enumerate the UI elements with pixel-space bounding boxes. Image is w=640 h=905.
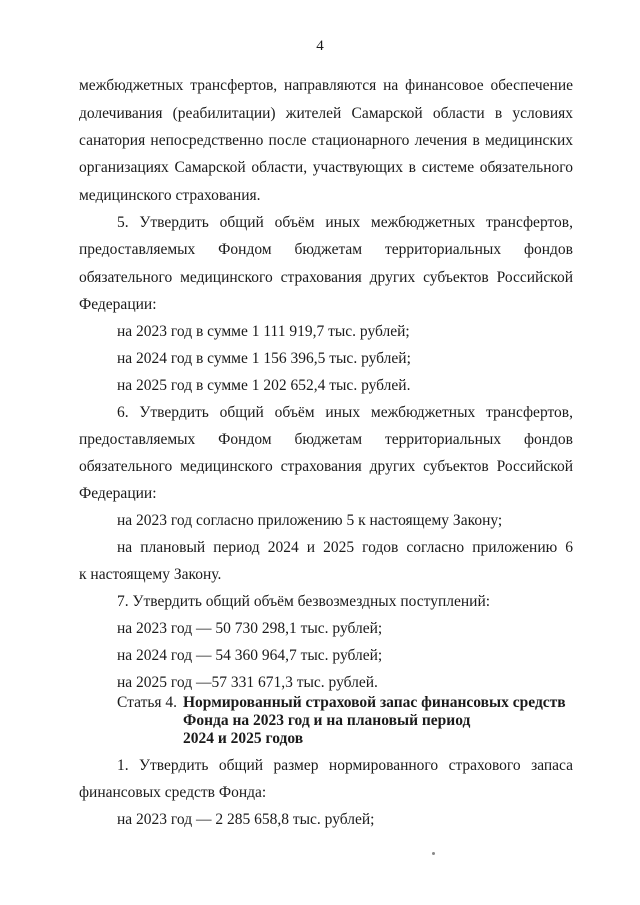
text-line: на 2025 год —57 331 671,3 тыс. рублей.	[117, 674, 378, 691]
article-label: Статья 4.	[117, 694, 178, 711]
text-line: Федерации:	[79, 485, 157, 502]
article-title-line: Фонда на 2023 год и на плановый период	[183, 712, 471, 729]
text-line: долечивания (реабилитации) жителей Самарской области в условиях	[79, 105, 573, 122]
text-line: 1. Утвердить общий размер нормированного страхового запаса	[117, 757, 573, 774]
text-line: на 2023 год — 50 730 298,1 тыс. рублей;	[117, 620, 383, 637]
text-line: на 2023 год в сумме 1 111 919,7 тыс. рублей;	[117, 323, 410, 340]
text-line: предоставляемых Фондом бюджетам территориальных фондов	[79, 431, 573, 448]
page-number: 4	[316, 38, 324, 54]
text-line: обязательного медицинского страхования других субъектов Российской	[79, 458, 573, 475]
text-line: 5. Утвердить общий объём иных межбюджетных трансфертов,	[117, 214, 573, 231]
article-title-line: 2024 и 2025 годов	[183, 730, 304, 747]
text-line: медицинского страхования.	[79, 187, 261, 204]
article-title-line: Нормированный страховой запас финансовых средств	[183, 694, 566, 711]
text-line: финансовых средств Фонда:	[79, 784, 267, 801]
text-line: на 2025 год в сумме 1 202 652,4 тыс. рублей.	[117, 377, 411, 394]
text-line: санатория непосредственно после стационарного лечения в медицинских	[79, 132, 573, 149]
text-line: межбюджетных трансфертов, направляются на финансовое обеспечение	[79, 77, 573, 94]
text-line: 7. Утвердить общий объём безвозмездных поступлений:	[117, 593, 491, 610]
text-line: организациях Самарской области, участвующих в системе обязательного	[79, 159, 573, 176]
text-line: обязательного медицинского страхования других субъектов Российской	[79, 269, 573, 286]
text-line: на 2023 год — 2 285 658,8 тыс. рублей;	[117, 811, 375, 828]
text-line: предоставляемых Фондом бюджетам территориальных фондов	[79, 241, 573, 258]
text-line: к настоящему Закону.	[79, 566, 222, 583]
text-line: на 2024 год — 54 360 964,7 тыс. рублей;	[117, 647, 383, 664]
text-line: 6. Утвердить общий объём иных межбюджетных трансфертов,	[117, 404, 573, 421]
text-line: на 2024 год в сумме 1 156 396,5 тыс. рублей;	[117, 350, 411, 367]
scan-speck	[432, 852, 435, 855]
text-line: Федерации:	[79, 296, 157, 313]
text-line: на 2023 год согласно приложению 5 к настоящему Закону;	[117, 512, 503, 529]
text-line: на плановый период 2024 и 2025 годов согласно приложению 6	[117, 539, 573, 556]
